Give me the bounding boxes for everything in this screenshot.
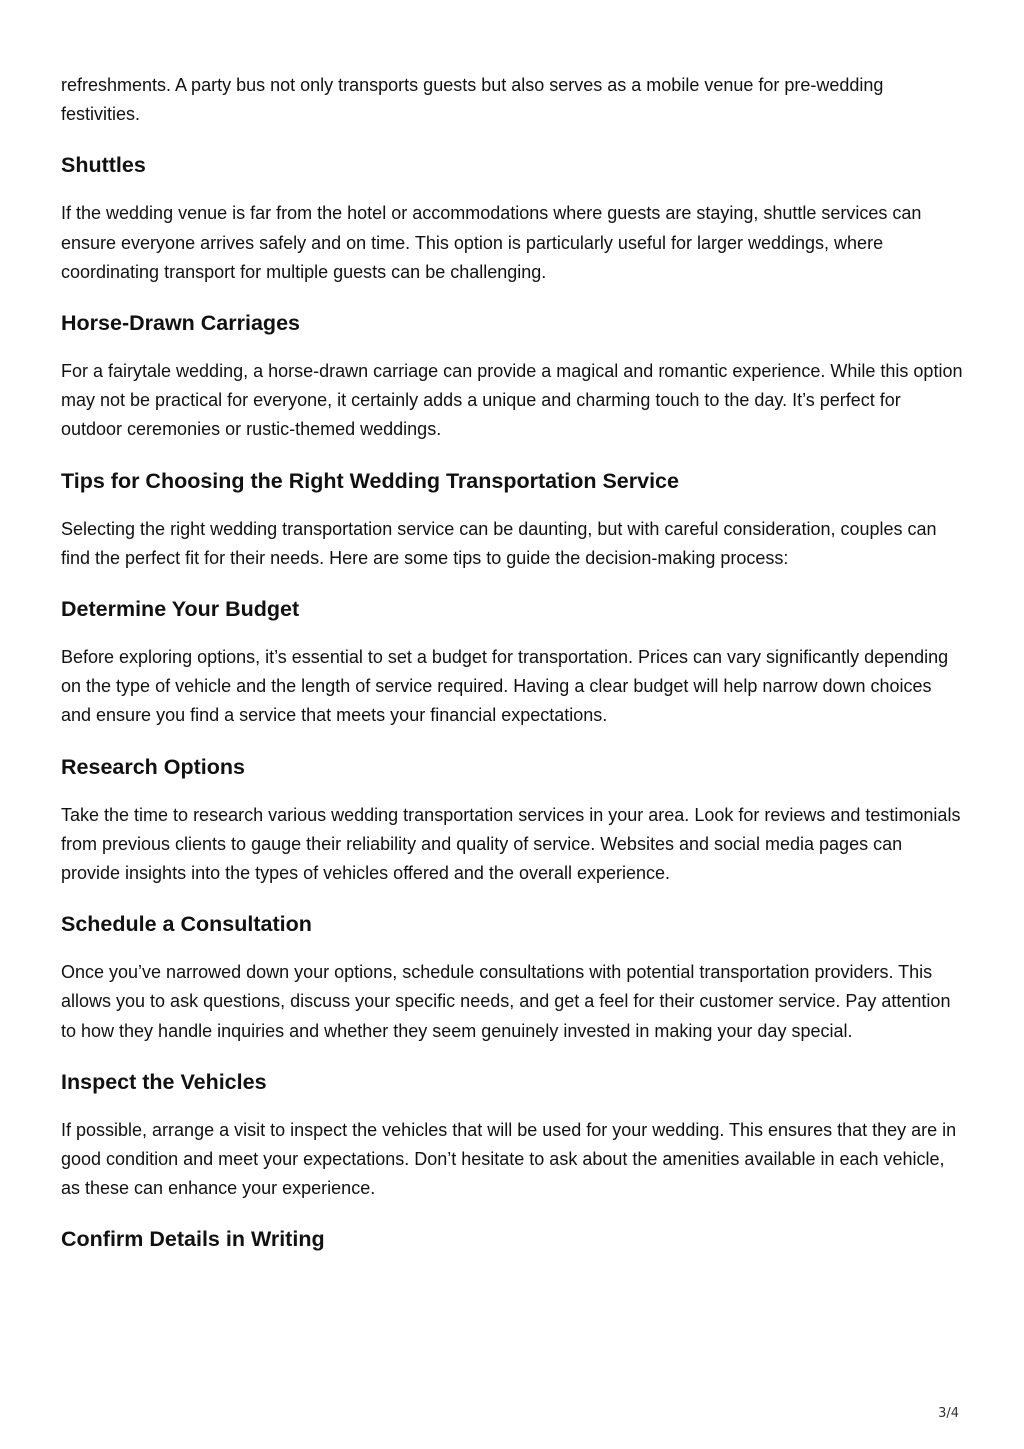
paragraph-party-bus-continued: refreshments. A party bus not only transports guests but also serves as a mobile venue for pre-wedding festivities. bbox=[61, 75, 884, 125]
heading-inspect-vehicles: Inspect the Vehicles bbox=[61, 1069, 267, 1094]
heading-determine-budget: Determine Your Budget bbox=[61, 597, 300, 622]
page-number: 3/4 bbox=[938, 1406, 959, 1421]
paragraph-inspect-vehicles: If possible, arrange a visit to inspect the vehicles that will be used for your wedding. This ensures that they are in good condition and meet your expectations. Don’t hesitate to ask about the amenities available in each vehicle, as these can enhance your experience. bbox=[61, 1119, 957, 1199]
paragraph-shuttles: If the wedding venue is far from the hotel or accommodations where guests are staying, shuttle services can ensure everyone arrives safely and on time. This option is particularly useful for larger weddings, where coordinating transport for multiple guests can be challenging. bbox=[61, 203, 922, 282]
paragraph-horse-drawn-carriages: For a fairytale wedding, a horse-drawn carriage can provide a magical and romantic experience. While this option may not be practical for everyone, it certainly adds a unique and charming touch to the day. It’s perfect for outdoor ceremonies or rustic-themed weddings. bbox=[61, 361, 963, 440]
document-body bbox=[61, 71, 966, 1254]
heading-tips: Tips for Choosing the Right Wedding Transportation Service bbox=[61, 468, 679, 493]
paragraph-tips: Selecting the right wedding transportation service can be daunting, but with careful consideration, couples can find the perfect fit for their needs. Here are some tips to guide the decision-making process: bbox=[61, 518, 937, 568]
paragraph-research-options: Take the time to research various wedding transportation services in your area. Look for reviews and testimonials from previous clients to gauge their reliability and quality of service. Websites and social media pages can provide insights into the types of vehicles offered and the overall experience. bbox=[61, 804, 961, 884]
paragraph-determine-budget: Before exploring options, it’s essential to set a budget for transportation. Prices can vary significantly depending on the type of vehicle and the length of service required. Having a clear budget will help narrow down choices and ensure you find a service that meets your financial expectations. bbox=[61, 647, 949, 726]
heading-horse-drawn-carriages: Horse-Drawn Carriages bbox=[61, 311, 300, 336]
heading-shuttles: Shuttles bbox=[61, 153, 146, 178]
heading-schedule-consultation: Schedule a Consultation bbox=[61, 912, 312, 937]
heading-confirm-details: Confirm Details in Writing bbox=[61, 1227, 325, 1252]
paragraph-schedule-consultation: Once you’ve narrowed down your options, schedule consultations with potential transportation providers. This allows you to ask questions, discuss your specific needs, and get a feel for their customer service. Pay attention to how they handle inquiries and whether they seem genuinely invested in making your day special. bbox=[61, 962, 951, 1041]
heading-research-options: Research Options bbox=[61, 754, 245, 779]
